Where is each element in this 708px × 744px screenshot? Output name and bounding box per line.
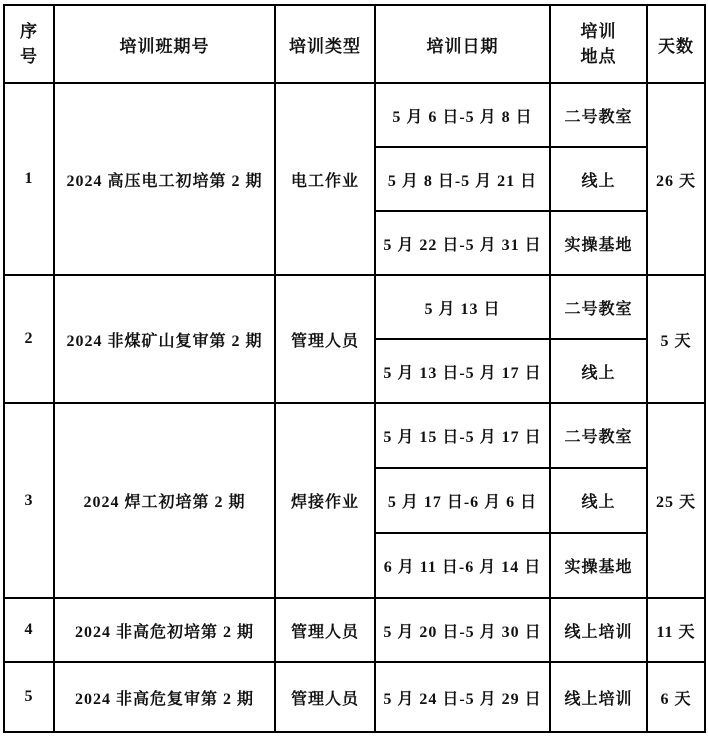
table-row bbox=[4, 275, 705, 339]
cell-days: 5 天 bbox=[647, 275, 705, 403]
cell-training-type: 管理人员 bbox=[275, 662, 375, 732]
cell-class-id: 2024 非煤矿山复审第 2 期 bbox=[54, 275, 275, 403]
cell-training-location: 线上 bbox=[550, 339, 647, 403]
training-schedule-table bbox=[3, 4, 706, 733]
cell-training-date: 5 月 15 日-5 月 17 日 bbox=[375, 403, 550, 468]
header-days-label: 天数 bbox=[658, 36, 694, 56]
cell-training-type: 管理人员 bbox=[275, 598, 375, 662]
cell-training-location: 二号教室 bbox=[550, 403, 647, 468]
cell-training-date: 5 月 20 日-5 月 30 日 bbox=[375, 598, 550, 662]
header-training-type bbox=[275, 5, 375, 83]
cell-seq-no: 4 bbox=[4, 598, 54, 662]
header-seq-no-label: 序号 bbox=[20, 21, 38, 66]
cell-training-location: 实操基地 bbox=[550, 533, 647, 598]
cell-training-type: 管理人员 bbox=[275, 275, 375, 403]
table-row bbox=[4, 662, 705, 732]
cell-seq-no: 1 bbox=[4, 83, 54, 275]
cell-training-type: 电工作业 bbox=[275, 83, 375, 275]
cell-training-date: 5 月 6 日-5 月 8 日 bbox=[375, 83, 550, 147]
cell-training-date: 5 月 13 日-5 月 17 日 bbox=[375, 339, 550, 403]
header-days bbox=[647, 5, 705, 83]
cell-training-location: 二号教室 bbox=[550, 275, 647, 339]
cell-training-date: 5 月 13 日 bbox=[375, 275, 550, 339]
header-training-location bbox=[550, 5, 647, 83]
cell-seq-no: 3 bbox=[4, 403, 54, 598]
cell-days: 26 天 bbox=[647, 83, 705, 275]
cell-training-date: 5 月 22 日-5 月 31 日 bbox=[375, 211, 550, 275]
cell-training-date: 6 月 11 日-6 月 14 日 bbox=[375, 533, 550, 598]
cell-training-location: 实操基地 bbox=[550, 211, 647, 275]
cell-training-date: 5 月 8 日-5 月 21 日 bbox=[375, 147, 550, 211]
cell-training-location: 线上培训 bbox=[550, 662, 647, 732]
cell-class-id: 2024 焊工初培第 2 期 bbox=[54, 403, 275, 598]
header-seq-no bbox=[4, 5, 54, 83]
cell-seq-no: 2 bbox=[4, 275, 54, 403]
cell-class-id: 2024 高压电工初培第 2 期 bbox=[54, 83, 275, 275]
table-row bbox=[4, 598, 705, 662]
cell-training-date: 5 月 17 日-6 月 6 日 bbox=[375, 468, 550, 533]
document-page bbox=[0, 4, 708, 744]
table-row bbox=[4, 83, 705, 147]
cell-training-location: 线上培训 bbox=[550, 598, 647, 662]
header-class-id-label: 培训班期号 bbox=[119, 36, 210, 56]
cell-training-location: 二号教室 bbox=[550, 83, 647, 147]
cell-class-id: 2024 非高危复审第 2 期 bbox=[54, 662, 275, 732]
cell-days: 11 天 bbox=[647, 598, 705, 662]
header-training-date-label: 培训日期 bbox=[426, 36, 499, 56]
cell-training-location: 线上 bbox=[550, 147, 647, 211]
header-training-date bbox=[375, 5, 550, 83]
cell-seq-no: 5 bbox=[4, 662, 54, 732]
cell-days: 25 天 bbox=[647, 403, 705, 598]
cell-training-date: 5 月 24 日-5 月 29 日 bbox=[375, 662, 550, 732]
cell-training-location: 线上 bbox=[550, 468, 647, 533]
header-training-location-label: 培训地点 bbox=[580, 21, 617, 66]
header-training-type-label: 培训类型 bbox=[289, 36, 361, 56]
table-row bbox=[4, 403, 705, 468]
header-class-id bbox=[54, 5, 275, 83]
table-header-row bbox=[4, 5, 705, 83]
cell-days: 6 天 bbox=[647, 662, 705, 732]
cell-training-type: 焊接作业 bbox=[275, 403, 375, 598]
cell-class-id: 2024 非高危初培第 2 期 bbox=[54, 598, 275, 662]
